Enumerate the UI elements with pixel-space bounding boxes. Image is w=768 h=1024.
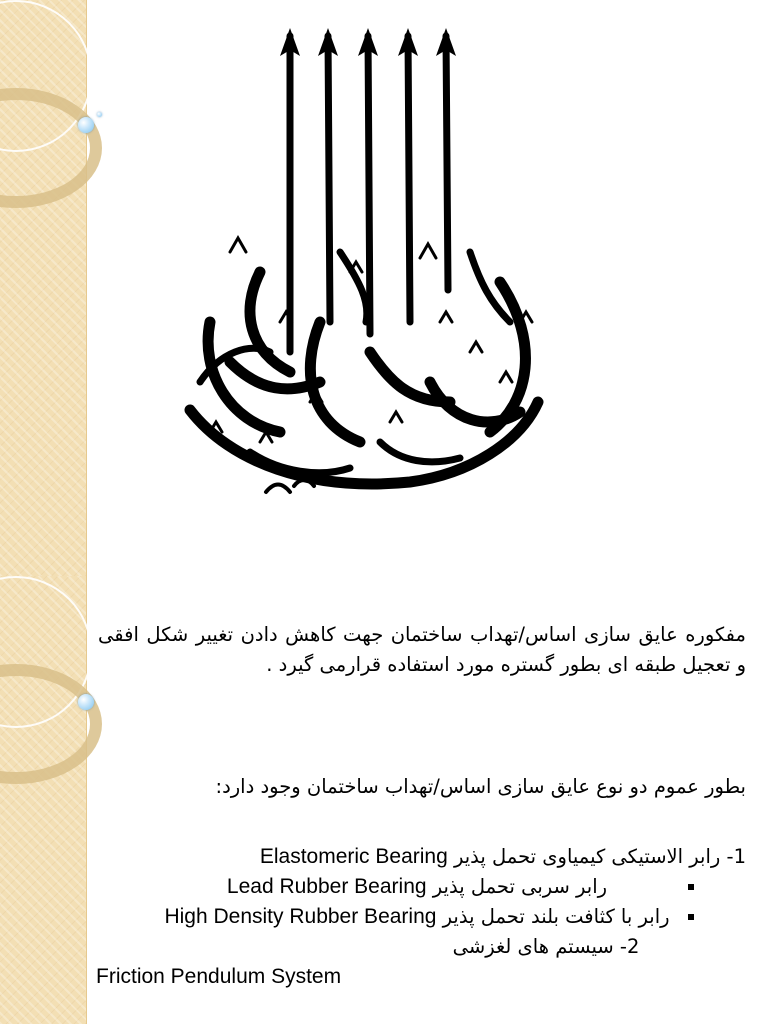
slide-2 [0, 576, 768, 1024]
item-text-en: Friction Pendulum System [96, 965, 342, 988]
item-text [156, 902, 678, 932]
item-text-fa: سیستم های لغزشی [452, 935, 614, 958]
bismillah-calligraphy [170, 22, 550, 522]
bearing-types-list [96, 842, 746, 992]
item-text-fa: رابر سربی تحمل پذیر [432, 875, 608, 898]
item-text [156, 872, 678, 902]
list-item-friction-pendulum [96, 962, 746, 992]
decorative-bead [97, 112, 102, 117]
list-item-high-density-rubber [156, 902, 694, 932]
item-text-fa: رابر با کثافت بلند تحمل پذیر [442, 905, 670, 928]
bullet-icon [688, 884, 694, 890]
item-number: 1- [726, 845, 746, 868]
list-item-lead-rubber [156, 872, 694, 902]
decorative-bead [78, 694, 94, 710]
item-text-en: Lead Rubber Bearing [226, 875, 427, 898]
item-text-en: High Density Rubber Bearing [164, 905, 437, 928]
list-item-sliding-systems [96, 932, 746, 962]
paragraph-base-isolation-concept: مفکوره عایق سازی اساس/تهداب ساختمان جهت کاهش دادن تغییر شکل افقی و تعجیل طبقه ای بطور گستره مورد استفاده قرارمی گیرد . [98, 623, 746, 676]
decorative-bead [78, 117, 94, 133]
item-text-fa: رابر الاستیکی کیمیاوی تحمل پذیر [453, 845, 721, 868]
paragraph-isolation-types-intro: بطور عموم دو نوع عایق سازی اساس/تهداب ساختمان وجود دارد: [215, 775, 746, 798]
list-item-elastomeric [96, 842, 746, 872]
bullet-icon [688, 914, 694, 920]
item-text-en: Elastomeric Bearing [259, 845, 448, 868]
sublist [96, 872, 746, 932]
item-number: 2- [619, 935, 640, 958]
